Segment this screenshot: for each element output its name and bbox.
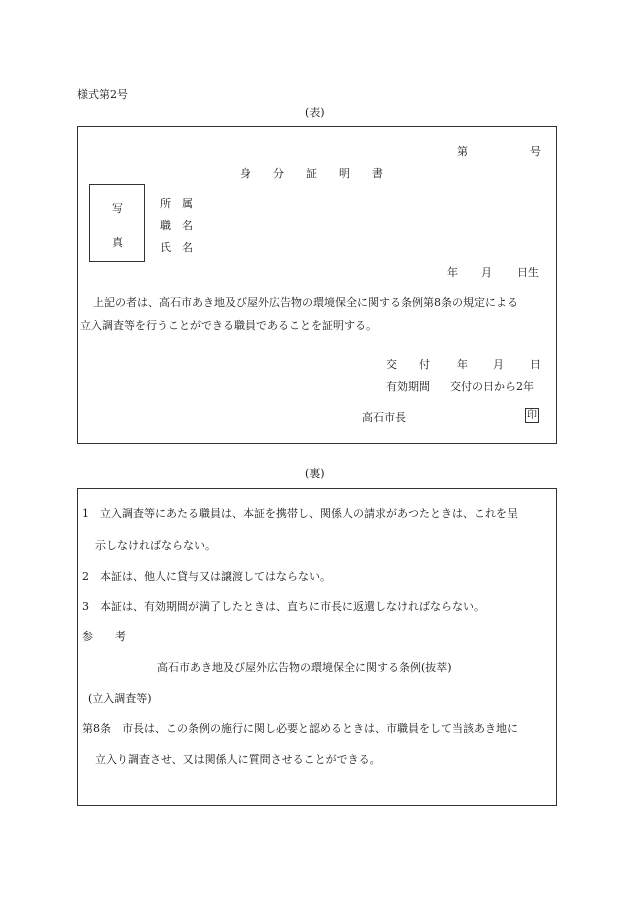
birth-month-label: 月 [481, 266, 492, 279]
position-label: 職 名 [160, 219, 193, 232]
certification-text-line1: 上記の者は、高石市あき地及び屋外広告物の環境保全に関する条例第8条の規定による [93, 296, 518, 309]
back-item-2: 2 本証は、他人に貸与又は譲渡してはならない。 [82, 570, 331, 583]
front-side-label: (表) [305, 106, 325, 119]
article-8-line2: 立入り調査させ、又は関係人に質問させることができる。 [95, 753, 381, 766]
back-item-1-line1: 1 立入調査等にあたる職員は、本証を携帯し、関係人の請求があつたときは、これを呈 [82, 507, 518, 520]
photo-label-top: 写 [112, 202, 123, 215]
back-item-3: 3 本証は、有効期間が満了したときは、直ちに市長に返還しなければならない。 [82, 600, 485, 613]
seal-mark: 印 [527, 410, 537, 421]
photo-label-bottom: 真 [112, 236, 123, 249]
birth-year-label: 年 [447, 266, 458, 279]
reference-heading: 参 考 [82, 630, 126, 643]
name-label: 氏 名 [160, 241, 193, 254]
issue-date-label: 交 付 [386, 358, 430, 371]
certificate-number-suffix: 号 [530, 145, 541, 158]
section-heading: (立入調査等) [88, 692, 152, 705]
issue-month-label: 月 [493, 358, 504, 371]
photo-box [89, 184, 145, 262]
certificate-number-prefix: 第 [457, 145, 468, 158]
back-item-1-line2: 示しなければならない。 [95, 539, 216, 552]
back-side-label: (裏) [305, 467, 325, 480]
article-8-line1: 第8条 市長は、この条例の施行に関し必要と認めるときは、市職員をして当該あき地に [82, 722, 518, 735]
issue-year-label: 年 [457, 358, 468, 371]
validity-label: 有効期間 [386, 380, 430, 393]
issue-day-label: 日 [530, 358, 541, 371]
certificate-title: 身 分 証 明 書 [240, 167, 383, 180]
mayor-label: 高石市長 [362, 411, 406, 424]
form-number: 様式第2号 [77, 88, 128, 101]
birth-day-label: 日生 [517, 266, 539, 279]
validity-value: 交付の日から2年 [450, 380, 534, 393]
affiliation-label: 所 属 [160, 197, 193, 210]
ordinance-title: 高石市あき地及び屋外広告物の環境保全に関する条例(抜萃) [157, 661, 452, 674]
certification-text-line2: 立入調査等を行うことができる職員であることを証明する。 [80, 319, 377, 332]
